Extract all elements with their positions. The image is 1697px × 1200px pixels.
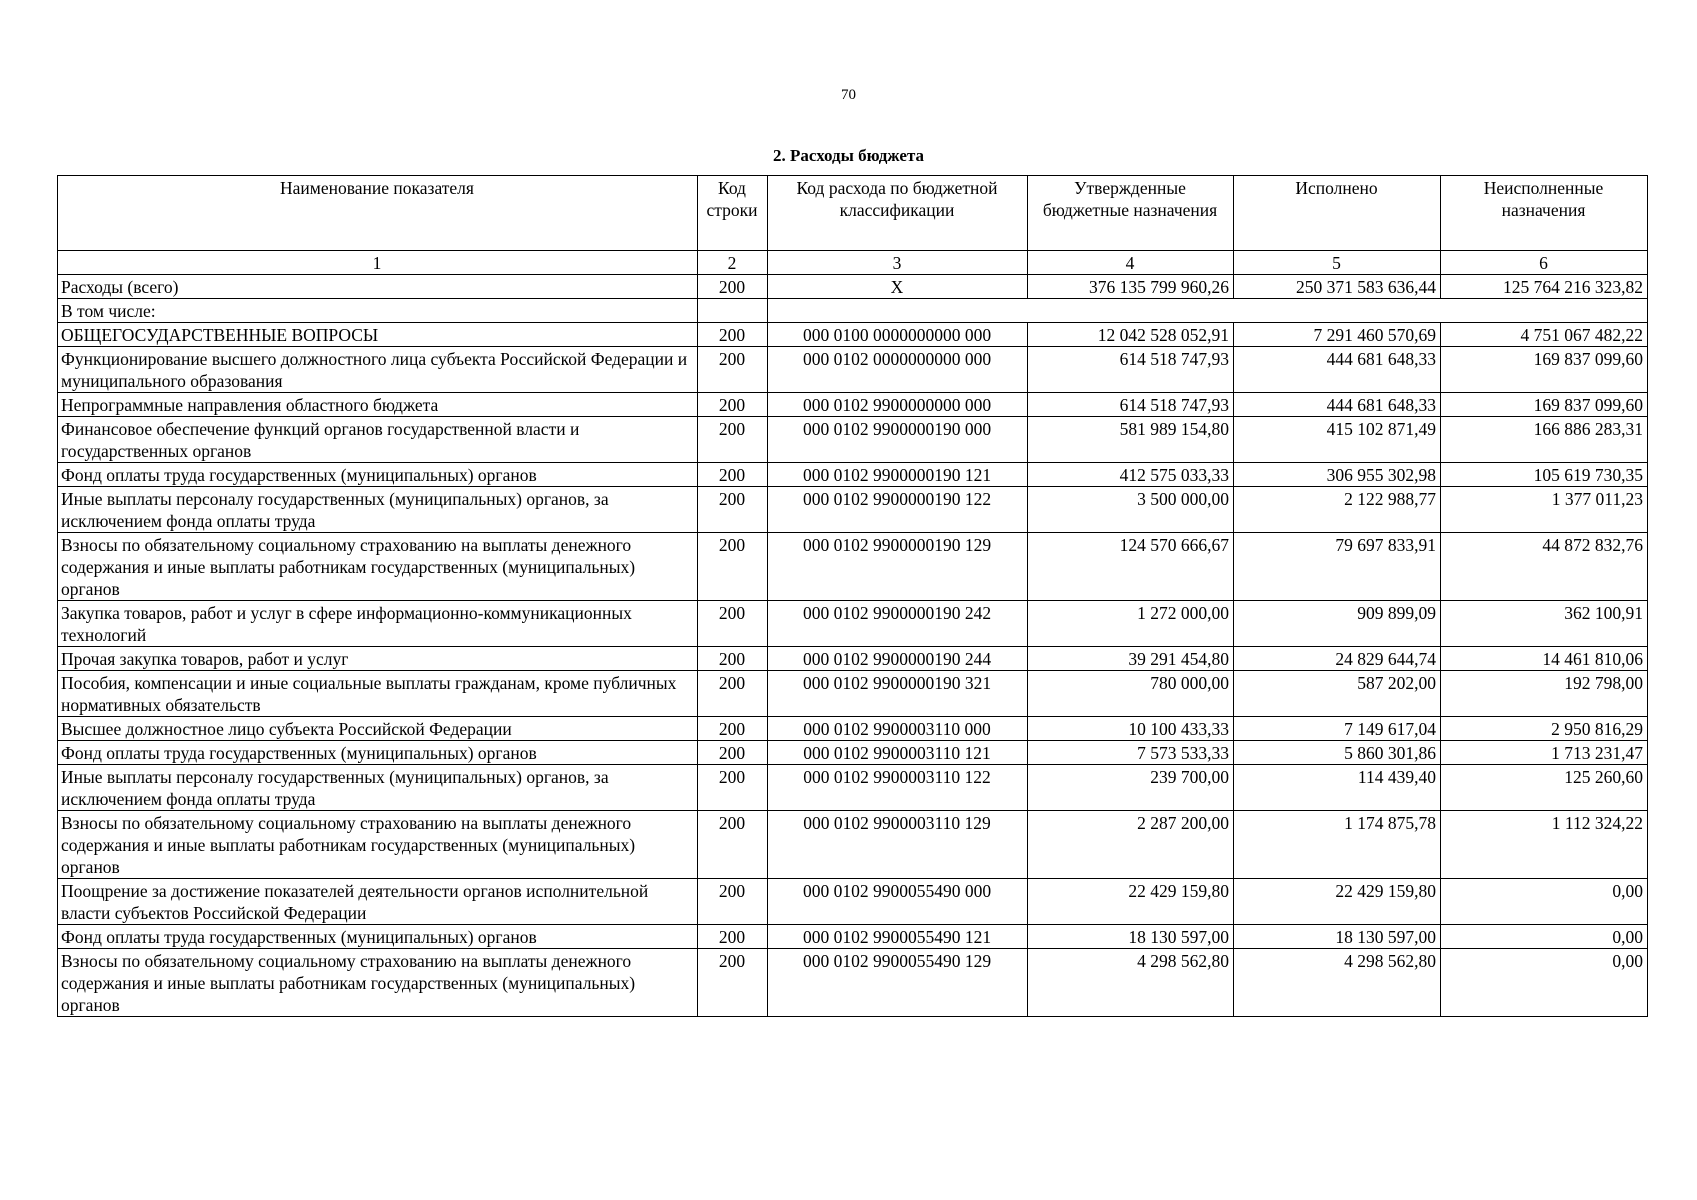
cell-approved: 376 135 799 960,26 <box>1028 275 1234 299</box>
column-number: 2 <box>698 251 768 275</box>
cell-unexecuted: 125 764 216 323,82 <box>1441 275 1648 299</box>
cell-classification-code: 000 0100 0000000000 000 <box>768 323 1028 347</box>
cell-name: Функционирование высшего должностного лица субъекта Российской Федерации и муниципального образования <box>58 347 698 393</box>
cell-executed: 22 429 159,80 <box>1234 879 1441 925</box>
column-number: 3 <box>768 251 1028 275</box>
table-row <box>58 647 1648 671</box>
cell-name: Фонд оплаты труда государственных (муниципальных) органов <box>58 925 698 949</box>
table-row <box>58 741 1648 765</box>
cell-line-code: 200 <box>698 949 768 1017</box>
cell-unexecuted: 0,00 <box>1441 949 1648 1017</box>
column-number-row <box>58 251 1648 275</box>
cell-approved: 1 272 000,00 <box>1028 601 1234 647</box>
column-number: 5 <box>1234 251 1441 275</box>
table-row <box>58 925 1648 949</box>
cell-approved: 780 000,00 <box>1028 671 1234 717</box>
cell-classification-code: 000 0102 9900000190 321 <box>768 671 1028 717</box>
cell-line-code: 200 <box>698 765 768 811</box>
cell-executed: 18 130 597,00 <box>1234 925 1441 949</box>
cell-name: Иные выплаты персоналу государственных (муниципальных) органов, за исключением фонда оплаты труда <box>58 487 698 533</box>
cell-classification-code: 000 0102 9900003110 000 <box>768 717 1028 741</box>
cell-executed: 24 829 644,74 <box>1234 647 1441 671</box>
cell-executed: 7 291 460 570,69 <box>1234 323 1441 347</box>
cell-approved: 239 700,00 <box>1028 765 1234 811</box>
cell-name: В том числе: <box>58 299 698 323</box>
cell-classification-code: 000 0102 9900000000 000 <box>768 393 1028 417</box>
cell-approved: 12 042 528 052,91 <box>1028 323 1234 347</box>
cell-executed: 306 955 302,98 <box>1234 463 1441 487</box>
header-approved: Утвержденные бюджетные назначения <box>1028 176 1234 251</box>
cell-name: Расходы (всего) <box>58 275 698 299</box>
header-classification-code: Код расхода по бюджетной классификации <box>768 176 1028 251</box>
cell-name: Закупка товаров, работ и услуг в сфере информационно-коммуникационных технологий <box>58 601 698 647</box>
cell-line-code: 200 <box>698 275 768 299</box>
cell-approved: 614 518 747,93 <box>1028 393 1234 417</box>
cell-unexecuted: 0,00 <box>1441 879 1648 925</box>
cell-unexecuted: 0,00 <box>1441 925 1648 949</box>
cell-approved: 581 989 154,80 <box>1028 417 1234 463</box>
cell-executed: 1 174 875,78 <box>1234 811 1441 879</box>
header-unexecuted: Неисполненные назначения <box>1441 176 1648 251</box>
cell-classification-code: 000 0102 9900000190 129 <box>768 533 1028 601</box>
cell-unexecuted: 4 751 067 482,22 <box>1441 323 1648 347</box>
cell-line-code: 200 <box>698 717 768 741</box>
cell-name: Фонд оплаты труда государственных (муниципальных) органов <box>58 741 698 765</box>
cell-name: Взносы по обязательному социальному страхованию на выплаты денежного содержания и иные выплаты работникам государственных (муниципальных) органов <box>58 811 698 879</box>
cell-line-code: 200 <box>698 463 768 487</box>
cell-approved: 3 500 000,00 <box>1028 487 1234 533</box>
cell-name: ОБЩЕГОСУДАРСТВЕННЫЕ ВОПРОСЫ <box>58 323 698 347</box>
cell-classification-code: 000 0102 9900055490 121 <box>768 925 1028 949</box>
table-row <box>58 417 1648 463</box>
cell-line-code: 200 <box>698 879 768 925</box>
cell-unexecuted: 14 461 810,06 <box>1441 647 1648 671</box>
cell-classification-code: 000 0102 9900000190 122 <box>768 487 1028 533</box>
table-row <box>58 811 1648 879</box>
table-row <box>58 323 1648 347</box>
cell-classification-code: 000 0102 9900000190 121 <box>768 463 1028 487</box>
header-name: Наименование показателя <box>58 176 698 251</box>
cell-name: Иные выплаты персоналу государственных (муниципальных) органов, за исключением фонда оплаты труда <box>58 765 698 811</box>
cell-approved: 4 298 562,80 <box>1028 949 1234 1017</box>
cell-line-code: 200 <box>698 647 768 671</box>
cell-line-code: 200 <box>698 925 768 949</box>
cell-approved: 18 130 597,00 <box>1028 925 1234 949</box>
cell-unexecuted: 169 837 099,60 <box>1441 393 1648 417</box>
cell-name: Высшее должностное лицо субъекта Российской Федерации <box>58 717 698 741</box>
table-row <box>58 533 1648 601</box>
table-row <box>58 879 1648 925</box>
cell-unexecuted: 192 798,00 <box>1441 671 1648 717</box>
cell-line-code <box>698 299 768 323</box>
table-row <box>58 299 1648 323</box>
expenses-table <box>57 175 1648 1017</box>
cell-name: Прочая закупка товаров, работ и услуг <box>58 647 698 671</box>
header-executed: Исполнено <box>1234 176 1441 251</box>
cell-name: Фонд оплаты труда государственных (муниципальных) органов <box>58 463 698 487</box>
cell-classification-code: 000 0102 9900000190 000 <box>768 417 1028 463</box>
header-line-code: Код строки <box>698 176 768 251</box>
table-header-row <box>58 176 1648 251</box>
column-number: 4 <box>1028 251 1234 275</box>
cell-approved: 124 570 666,67 <box>1028 533 1234 601</box>
section-title: 2. Расходы бюджета <box>772 146 925 165</box>
cell-name: Финансовое обеспечение функций органов государственной власти и государственных органов <box>58 417 698 463</box>
cell-approved: 39 291 454,80 <box>1028 647 1234 671</box>
cell-executed: 79 697 833,91 <box>1234 533 1441 601</box>
cell-line-code: 200 <box>698 533 768 601</box>
cell-executed: 444 681 648,33 <box>1234 393 1441 417</box>
cell-classification-code: 000 0102 9900000190 244 <box>768 647 1028 671</box>
table-row <box>58 275 1648 299</box>
table-row <box>58 671 1648 717</box>
cell-executed: 587 202,00 <box>1234 671 1441 717</box>
cell-executed: 4 298 562,80 <box>1234 949 1441 1017</box>
table-row <box>58 393 1648 417</box>
cell-approved: 7 573 533,33 <box>1028 741 1234 765</box>
cell-executed: 909 899,09 <box>1234 601 1441 647</box>
cell-line-code: 200 <box>698 671 768 717</box>
cell-classification-code: 000 0102 9900000190 242 <box>768 601 1028 647</box>
cell-classification-code: 000 0102 0000000000 000 <box>768 347 1028 393</box>
cell-unexecuted: 1 713 231,47 <box>1441 741 1648 765</box>
column-number: 1 <box>58 251 698 275</box>
table-body <box>58 275 1648 1017</box>
cell-line-code: 200 <box>698 601 768 647</box>
cell-approved: 22 429 159,80 <box>1028 879 1234 925</box>
cell-unexecuted: 362 100,91 <box>1441 601 1648 647</box>
cell-approved: 10 100 433,33 <box>1028 717 1234 741</box>
cell-unexecuted: 169 837 099,60 <box>1441 347 1648 393</box>
cell-name: Взносы по обязательному социальному страхованию на выплаты денежного содержания и иные выплаты работникам государственных (муниципальных) органов <box>58 949 698 1017</box>
cell-executed: 415 102 871,49 <box>1234 417 1441 463</box>
cell-unexecuted: 1 377 011,23 <box>1441 487 1648 533</box>
table-row <box>58 949 1648 1017</box>
cell-line-code: 200 <box>698 323 768 347</box>
cell-executed: 444 681 648,33 <box>1234 347 1441 393</box>
cell-executed: 114 439,40 <box>1234 765 1441 811</box>
cell-classification-code: 000 0102 9900003110 129 <box>768 811 1028 879</box>
cell-unexecuted: 2 950 816,29 <box>1441 717 1648 741</box>
cell-executed: 7 149 617,04 <box>1234 717 1441 741</box>
cell-executed: 5 860 301,86 <box>1234 741 1441 765</box>
cell-executed: 2 122 988,77 <box>1234 487 1441 533</box>
cell-name: Взносы по обязательному социальному страхованию на выплаты денежного содержания и иные выплаты работникам государственных (муниципальных) органов <box>58 533 698 601</box>
cell-approved: 412 575 033,33 <box>1028 463 1234 487</box>
table-row <box>58 765 1648 811</box>
cell-unexecuted: 44 872 832,76 <box>1441 533 1648 601</box>
cell-unexecuted: 1 112 324,22 <box>1441 811 1648 879</box>
cell-line-code: 200 <box>698 393 768 417</box>
table-row <box>58 487 1648 533</box>
table-row <box>58 463 1648 487</box>
cell-unexecuted: 166 886 283,31 <box>1441 417 1648 463</box>
cell-unexecuted: 105 619 730,35 <box>1441 463 1648 487</box>
cell-executed: 250 371 583 636,44 <box>1234 275 1441 299</box>
cell-name: Пособия, компенсации и иные социальные выплаты гражданам, кроме публичных нормативных обязательств <box>58 671 698 717</box>
page-number: 70 <box>841 87 856 103</box>
table-row <box>58 347 1648 393</box>
cell-approved: 2 287 200,00 <box>1028 811 1234 879</box>
cell-classification-code: X <box>768 275 1028 299</box>
cell-classification-code: 000 0102 9900055490 000 <box>768 879 1028 925</box>
column-number: 6 <box>1441 251 1648 275</box>
cell-empty-span <box>768 299 1648 323</box>
cell-line-code: 200 <box>698 417 768 463</box>
cell-unexecuted: 125 260,60 <box>1441 765 1648 811</box>
cell-approved: 614 518 747,93 <box>1028 347 1234 393</box>
cell-classification-code: 000 0102 9900003110 121 <box>768 741 1028 765</box>
cell-name: Поощрение за достижение показателей деятельности органов исполнительной власти субъектов Российской Федерации <box>58 879 698 925</box>
cell-classification-code: 000 0102 9900003110 122 <box>768 765 1028 811</box>
cell-name: Непрограммные направления областного бюджета <box>58 393 698 417</box>
cell-line-code: 200 <box>698 347 768 393</box>
cell-line-code: 200 <box>698 487 768 533</box>
cell-classification-code: 000 0102 9900055490 129 <box>768 949 1028 1017</box>
cell-line-code: 200 <box>698 811 768 879</box>
cell-line-code: 200 <box>698 741 768 765</box>
table-row <box>58 717 1648 741</box>
table-row <box>58 601 1648 647</box>
